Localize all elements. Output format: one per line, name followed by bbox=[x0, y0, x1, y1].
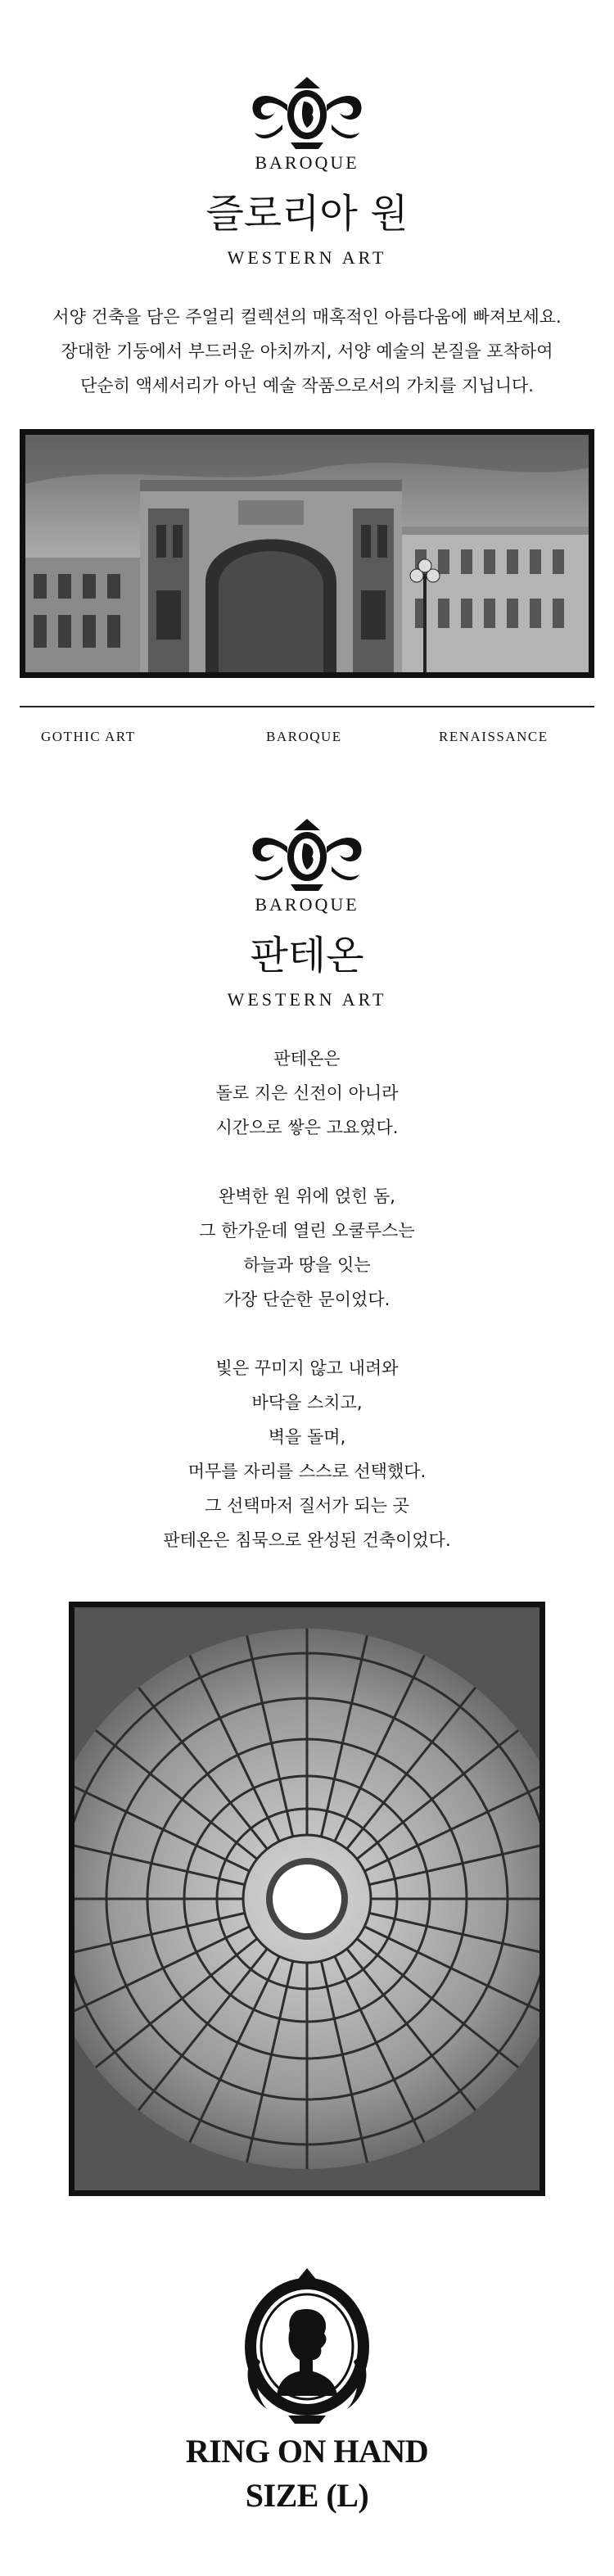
intro-line: 서양 건축을 담은 주얼리 컬렉션의 매혹적인 아름다움에 빠져보세요. bbox=[52, 307, 562, 327]
footer-line1: RING ON HAND bbox=[185, 2433, 429, 2470]
section1-eyebrow: BAROQUE bbox=[255, 152, 359, 173]
poem-line: 시간으로 쌓은 고요였다. bbox=[215, 1118, 399, 1137]
intro-line: 장대한 기둥에서 부드러운 아치까지, 서양 예술의 본질을 포착하여 bbox=[61, 341, 553, 361]
pantheon-poem bbox=[0, 1042, 614, 1557]
poem-line: 하늘과 땅을 잇는 bbox=[243, 1255, 371, 1275]
section2-title: 판테온 bbox=[250, 933, 364, 978]
nav-item-renaissance[interactable]: RENAISSANCE bbox=[439, 729, 549, 744]
category-nav bbox=[0, 729, 614, 748]
section2-subtitle: WESTERN ART bbox=[227, 989, 387, 1010]
nav-item-gothic-art[interactable]: GOTHIC ART bbox=[41, 729, 136, 744]
poem-line: 그 선택마저 질서가 되는 곳 bbox=[205, 1496, 409, 1516]
poem-line: 돌로 지은 신전이 아니라 bbox=[215, 1083, 399, 1103]
medallion-bust-icon bbox=[239, 2265, 375, 2425]
poem-line: 판테온은 침묵으로 완성된 건축이었다. bbox=[163, 1530, 451, 1550]
baroque-crest-icon bbox=[242, 72, 372, 151]
poem-line: 판테온은 bbox=[273, 1049, 341, 1069]
pantheon-dome-image bbox=[69, 1602, 545, 2196]
poem-line: 완벽한 원 위에 얹힌 돔, bbox=[219, 1186, 395, 1206]
poem-line: 가장 단순한 문이었다. bbox=[223, 1290, 391, 1309]
poem-line: 머무를 자리를 스스로 선택했다. bbox=[187, 1462, 427, 1481]
section1-title: 즐로리아 원 bbox=[205, 191, 409, 237]
nav-item-baroque[interactable]: BAROQUE bbox=[266, 729, 342, 744]
poem-line: 바닥을 스치고, bbox=[251, 1393, 363, 1412]
section2-eyebrow: BAROQUE bbox=[255, 894, 359, 915]
poem-line: 그 한가운데 열린 오쿨루스는 bbox=[199, 1221, 415, 1241]
galleria-building-image bbox=[20, 429, 594, 678]
section1-intro bbox=[0, 300, 614, 403]
section1-subtitle: WESTERN ART bbox=[227, 247, 387, 268]
poem-line: 벽을 돌며, bbox=[268, 1427, 346, 1447]
footer-line2: SIZE (L) bbox=[245, 2477, 369, 2514]
intro-line: 단순히 액세서리가 아닌 예술 작품으로서의 가치를 지닙니다. bbox=[80, 376, 534, 395]
poem-line: 빛은 꾸미지 않고 내려와 bbox=[215, 1358, 399, 1378]
section-divider bbox=[20, 706, 594, 707]
baroque-crest-icon bbox=[242, 814, 372, 893]
